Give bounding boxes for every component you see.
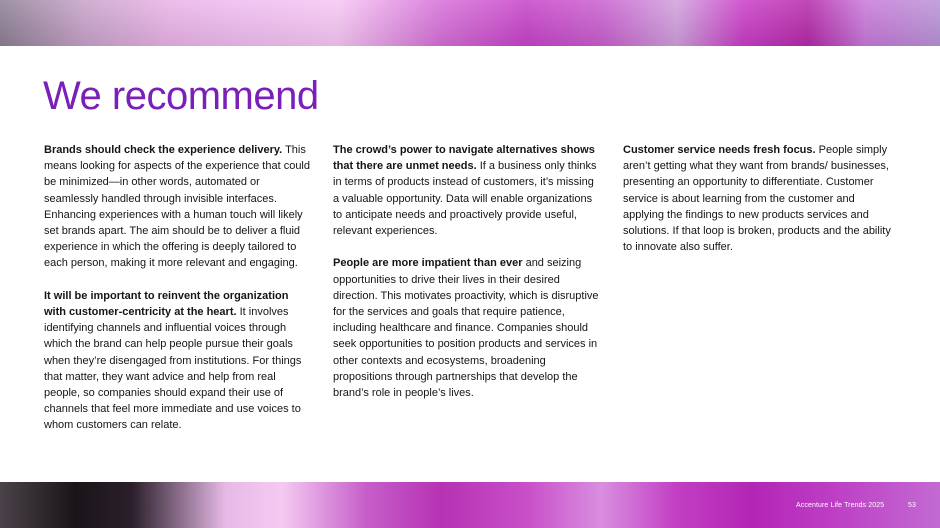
- paragraph-body: and seizing opportunities to drive their lives in their desired direction. This motivates proactivity, which is disruptive for the services and goals that require patience, including healthcare and finance. Companies should seek opportunities to position products and services in other contexts and ecosystems, broadening propositions through partnerships that develop the brand’s role in people’s lives.: [333, 257, 599, 400]
- paragraph-body: It involves identifying channels and influential voices through which the brand can help people pursue their goals when they’re disengaged from institutions. For things that matter, they want advice and help from real people, so companies should expand their use of channels that feel more immediate and use voices to whom customers can relate.: [44, 306, 302, 432]
- paragraph-body: This means looking for aspects of the experience that could be minimized—in other words, automated or seamlessly handled through invisible interfaces. Enhancing experiences with a human touch will likely set brands apart. The aim should be to deliver a fluid experience in which the offering is deeply tailored to each person, making it more relevant and engaging.: [44, 144, 310, 270]
- top-gradient-banner: [0, 0, 940, 46]
- column-2: [333, 142, 601, 417]
- paragraph-experience-delivery: [44, 142, 312, 272]
- paragraph-reinvent-organization: [44, 288, 312, 434]
- column-1: [44, 142, 312, 450]
- footer-page-number: 53: [908, 502, 916, 509]
- paragraph-lead: It will be important to reinvent the organization with customer-centricity at the heart.: [44, 289, 289, 319]
- paragraph-unmet-needs: [333, 142, 601, 239]
- paragraph-body: People simply aren’t getting what they want from brands/ businesses, presenting an opportunity to differentiate. Customer service is about learning from the customer and applying the findings to new products services and solutions. If that loop is broken, products and the ability to innovate also suffer.: [623, 144, 891, 254]
- paragraph-lead: People are more impatient than ever: [333, 257, 523, 270]
- footer-report-title: Accenture Life Trends 2025: [796, 502, 885, 509]
- paragraph-lead: Customer service needs fresh focus.: [623, 144, 816, 156]
- page-title: We recommend: [43, 74, 319, 118]
- paragraph-lead: The crowd’s power to navigate alternatives shows that there are unmet needs.: [333, 144, 595, 173]
- column-3: [623, 142, 891, 272]
- paragraph-lead: Brands should check the experience delivery.: [44, 144, 283, 156]
- paragraph-body: If a business only thinks in terms of products instead of customers, it’s missing a valuable opportunity. Data will enable organizations to anticipate needs and proactively provide useful, relevant experiences.: [333, 160, 597, 238]
- paragraph-customer-service: [623, 142, 891, 255]
- paragraph-impatient: [333, 255, 601, 401]
